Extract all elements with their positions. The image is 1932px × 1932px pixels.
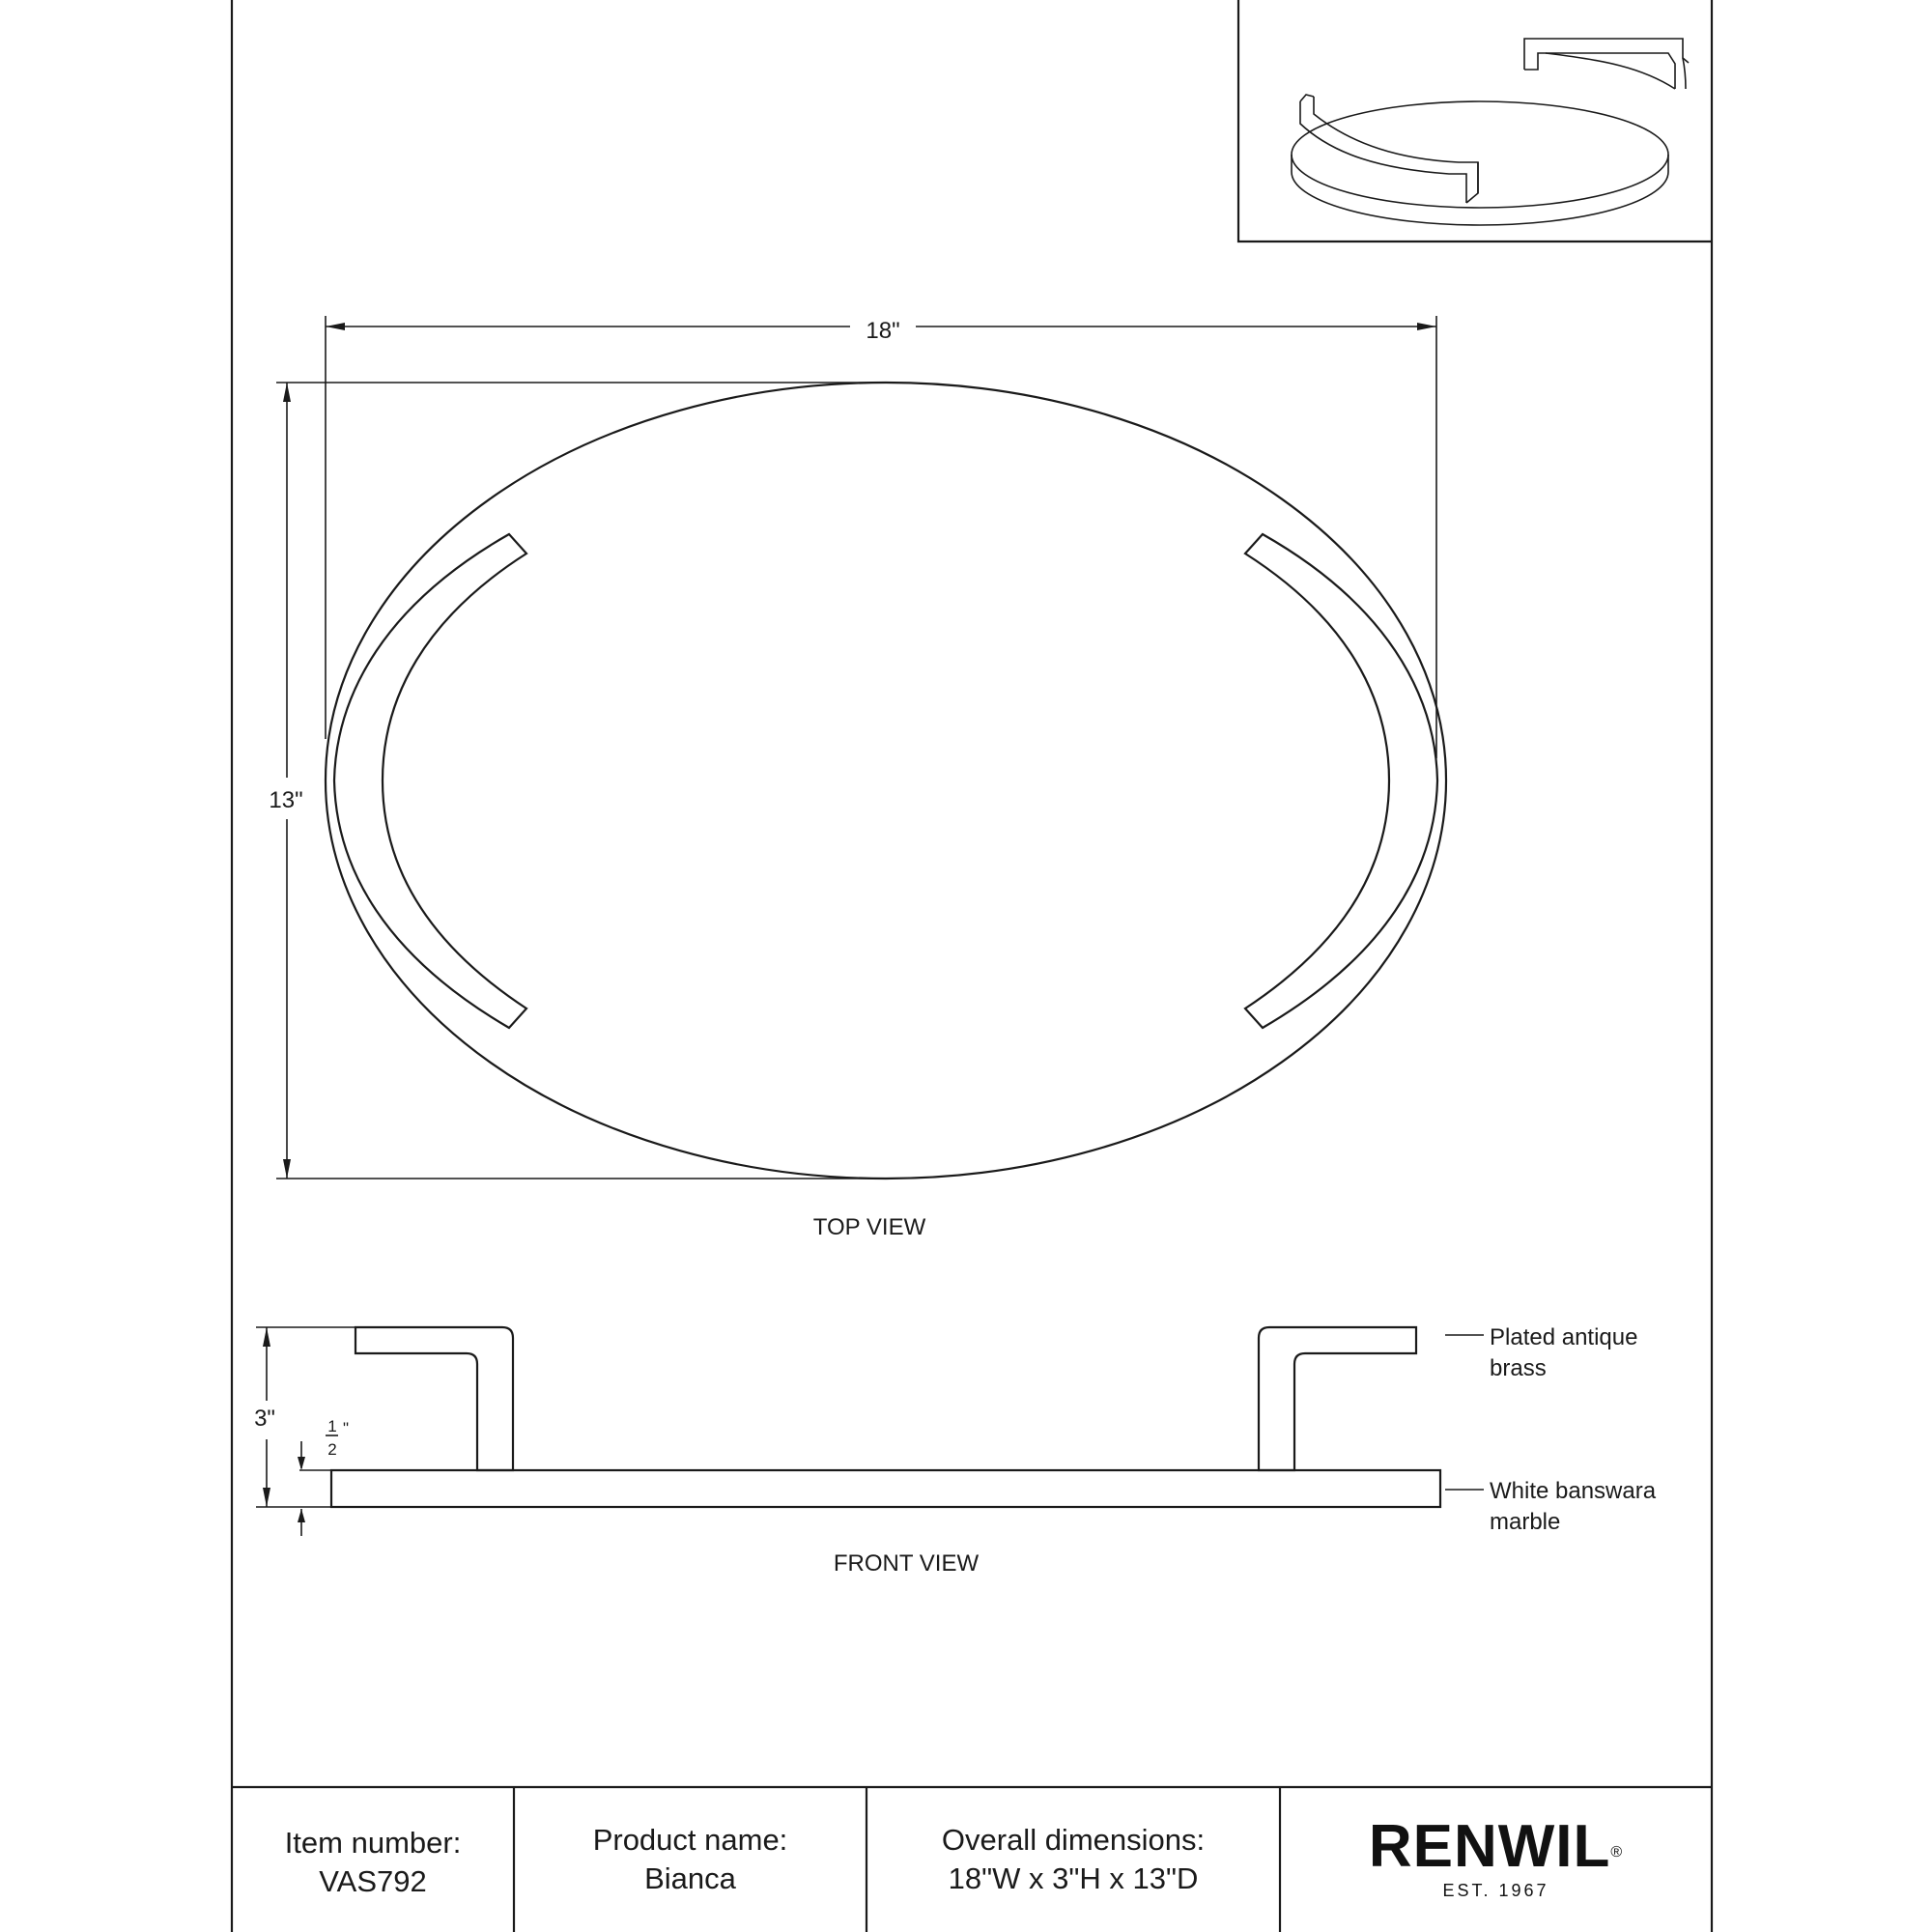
brand-name: RENWIL bbox=[1368, 1813, 1611, 1880]
tray-outline bbox=[326, 383, 1446, 1179]
product-name-label: Product name: bbox=[592, 1823, 788, 1857]
depth-dimension-label: 13" bbox=[269, 787, 303, 813]
front-right-handle bbox=[1259, 1327, 1416, 1470]
item-number-cell bbox=[232, 1824, 514, 1901]
right-handle bbox=[1245, 534, 1437, 1028]
handle-callout-line2: brass bbox=[1490, 1355, 1547, 1381]
isometric-inset bbox=[1238, 0, 1712, 242]
top-view bbox=[276, 316, 1446, 1179]
base-callout-line1: White banswara bbox=[1490, 1478, 1657, 1504]
dimensions-cell bbox=[867, 1821, 1280, 1898]
left-handle bbox=[334, 534, 526, 1028]
item-number-label: Item number: bbox=[284, 1826, 462, 1860]
handle-callout-line1: Plated antique bbox=[1490, 1324, 1638, 1350]
sheet-border bbox=[232, 0, 1712, 1932]
brand-tagline: EST. 1967 bbox=[1442, 1881, 1549, 1900]
width-dimension-label: 18" bbox=[866, 318, 900, 344]
front-view bbox=[256, 1327, 1484, 1536]
marble-base bbox=[331, 1470, 1440, 1507]
dimensions-value: 18"W x 3"H x 13"D bbox=[948, 1861, 1199, 1895]
height-dimension-label: 3" bbox=[254, 1406, 275, 1432]
base-callout-line2: marble bbox=[1490, 1509, 1561, 1535]
thickness-numerator: 1 bbox=[327, 1417, 337, 1435]
brand-logo bbox=[1280, 1813, 1712, 1901]
product-name-value: Bianca bbox=[644, 1861, 736, 1895]
front-left-handle bbox=[355, 1327, 513, 1470]
registered-mark: ® bbox=[1610, 1844, 1624, 1861]
front-view-label: FRONT VIEW bbox=[833, 1550, 980, 1577]
item-number-value: VAS792 bbox=[319, 1864, 427, 1898]
thickness-unit: " bbox=[343, 1419, 350, 1437]
thickness-denominator: 2 bbox=[327, 1440, 337, 1459]
dimensions-label: Overall dimensions: bbox=[941, 1823, 1206, 1857]
product-name-cell bbox=[514, 1821, 867, 1898]
top-view-label: TOP VIEW bbox=[812, 1214, 926, 1240]
